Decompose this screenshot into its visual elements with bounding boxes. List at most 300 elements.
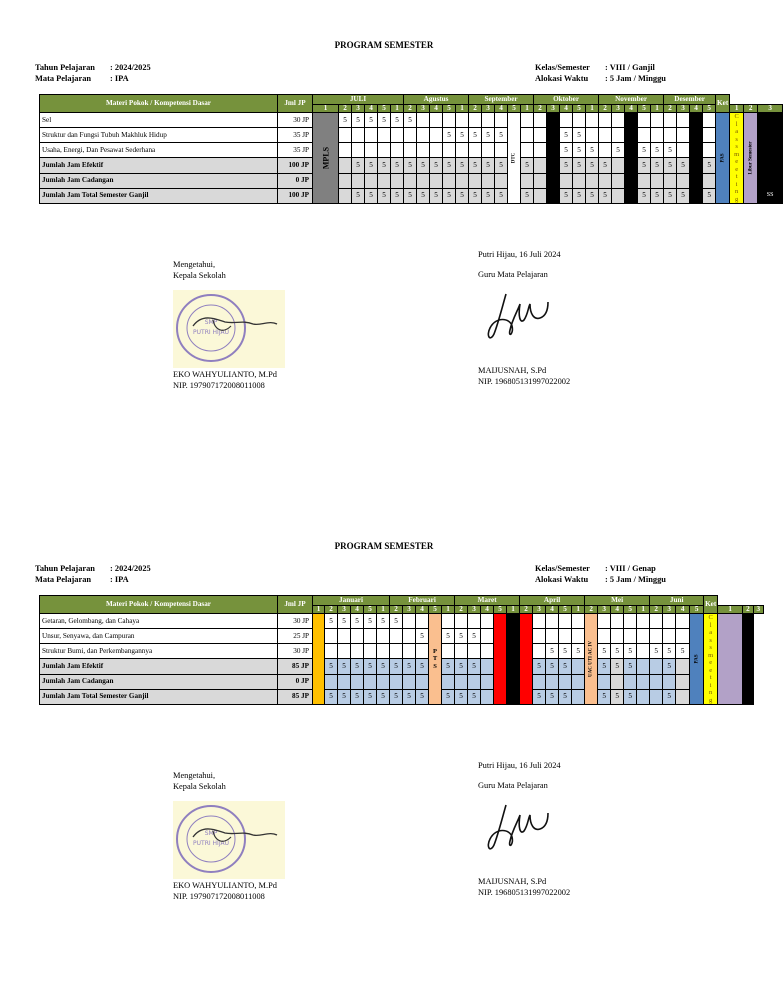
week-cell xyxy=(758,173,783,188)
place-date: Putri Hijau, 16 Juli 2024 xyxy=(478,250,561,259)
week-cell: 5 xyxy=(365,113,378,128)
week-cell: 5 xyxy=(521,158,534,173)
week-cell xyxy=(637,689,650,704)
week-cell xyxy=(325,629,338,644)
week-cell xyxy=(521,173,534,188)
week-cell xyxy=(664,113,677,128)
week-cell xyxy=(758,158,783,173)
month-header: Desember xyxy=(664,95,716,105)
week-cell: 5 xyxy=(663,659,676,674)
kepsek-name: EKO WAHYULIANTO, M.Pd xyxy=(173,370,277,379)
week-cell xyxy=(703,173,716,188)
week-cell: 5 xyxy=(416,659,429,674)
week-cell xyxy=(377,674,390,689)
week-cell: 5 xyxy=(377,614,390,629)
week-cell: 5 xyxy=(391,188,404,203)
place-date: Putri Hijau, 16 Juli 2024 xyxy=(478,761,561,770)
week-cell: 5 xyxy=(677,188,690,203)
week-cell: 5 xyxy=(416,629,429,644)
kepsek-label: Mengetahui, xyxy=(173,771,216,780)
week-cell xyxy=(743,689,753,704)
week-cell xyxy=(339,158,352,173)
week-cell xyxy=(560,173,573,188)
week-cell xyxy=(572,659,585,674)
week-cell xyxy=(638,113,651,128)
week-cell xyxy=(663,614,676,629)
week-cell xyxy=(339,188,352,203)
month-header: September xyxy=(469,95,534,105)
week-cell: 5 xyxy=(599,188,612,203)
week-cell xyxy=(351,644,364,659)
week-cell: 5 xyxy=(676,644,690,659)
week-cell: 5 xyxy=(703,158,716,173)
week-cell: 5 xyxy=(456,188,469,203)
week-cell xyxy=(507,674,520,689)
week-cell xyxy=(390,644,403,659)
table-row xyxy=(40,614,764,629)
week-cell: 5 xyxy=(611,644,624,659)
week-cell xyxy=(352,173,365,188)
week-cell xyxy=(743,674,753,689)
pts-label: P T S xyxy=(432,647,438,670)
week-cell xyxy=(352,128,365,143)
week-cell: 5 xyxy=(521,188,534,203)
month-header: November xyxy=(599,95,664,105)
table-row xyxy=(40,644,764,659)
week-cell: 5 xyxy=(586,158,599,173)
week-cell: 5 xyxy=(664,143,677,158)
table-row xyxy=(40,659,764,674)
row-label: Sel xyxy=(40,113,278,128)
week-cell xyxy=(455,644,468,659)
info-value: : VIII / Genap xyxy=(605,564,656,573)
month-header: Juni xyxy=(650,596,704,606)
week-cell xyxy=(637,659,650,674)
week-cell xyxy=(442,674,455,689)
week-cell: 5 xyxy=(638,158,651,173)
week-cell xyxy=(338,644,351,659)
semester-ganjil-section xyxy=(0,40,774,470)
week-cell xyxy=(743,644,753,659)
month-header: Februari xyxy=(390,596,455,606)
week-cell xyxy=(469,113,482,128)
week-cell xyxy=(758,113,783,128)
week-cell xyxy=(403,629,416,644)
week-cell xyxy=(677,113,690,128)
dtc-label: DTC xyxy=(511,152,517,164)
week-cell: 5 xyxy=(546,644,559,659)
week-cell: 5 xyxy=(456,158,469,173)
week-cell xyxy=(364,629,377,644)
week-cell: 5 xyxy=(664,188,677,203)
week-cell xyxy=(521,113,534,128)
svg-text:PUTRI HIJAU: PUTRI HIJAU xyxy=(193,840,229,847)
info-label: Tahun Pelajaran xyxy=(35,63,95,72)
week-cell: 5 xyxy=(455,629,468,644)
week-cell xyxy=(533,644,546,659)
week-cell xyxy=(743,629,753,644)
guru-name: MAIJUSNAH, S.Pd xyxy=(478,877,547,886)
week-cell xyxy=(443,143,456,158)
week-cell xyxy=(612,188,625,203)
week-cell xyxy=(650,674,663,689)
week-cell xyxy=(430,113,443,128)
info-label: Mata Pelajaran xyxy=(35,575,92,584)
kepsek-role: Kepala Sekolah xyxy=(173,271,226,280)
week-cell xyxy=(625,113,638,204)
week-cell: 5 xyxy=(559,689,572,704)
week-cell: 5 xyxy=(663,644,676,659)
month-header: Agustus xyxy=(404,95,469,105)
info-label: Kelas/Semester xyxy=(535,564,590,573)
week-cell: 5 xyxy=(390,659,403,674)
week-cell xyxy=(676,674,690,689)
week-cell xyxy=(572,614,585,629)
week-cell xyxy=(364,644,377,659)
week-cell: 5 xyxy=(351,689,364,704)
week-cell: 5 xyxy=(611,689,624,704)
week-cell: 5 xyxy=(352,113,365,128)
week-cell xyxy=(599,113,612,128)
week-cell: 5 xyxy=(351,659,364,674)
guru-name: MAIJUSNAH, S.Pd xyxy=(478,366,547,375)
week-cell: 5 xyxy=(598,659,611,674)
week-cell: 5 xyxy=(572,644,585,659)
week-cell: 5 xyxy=(404,158,417,173)
week-cell xyxy=(325,644,338,659)
week-cell: 5 xyxy=(443,158,456,173)
week-cell: 5 xyxy=(651,158,664,173)
table-row xyxy=(40,158,783,173)
kepsek-role: Kepala Sekolah xyxy=(173,782,226,791)
week-cell: 5 xyxy=(442,659,455,674)
week-cell xyxy=(417,113,430,128)
week-cell xyxy=(507,614,520,629)
week-cell xyxy=(637,674,650,689)
week-cell xyxy=(534,173,547,188)
week-cell: 5 xyxy=(612,143,625,158)
week-cell xyxy=(364,674,377,689)
left-info xyxy=(35,563,151,585)
week-cell xyxy=(651,113,664,128)
week-cell: 5 xyxy=(495,128,508,143)
week-cell xyxy=(417,173,430,188)
week-cell xyxy=(624,614,637,629)
week-cell xyxy=(612,173,625,188)
week-cell xyxy=(378,143,391,158)
week-cell xyxy=(572,674,585,689)
week-cell: 5 xyxy=(482,128,495,143)
info-value: : 5 Jam / Minggu xyxy=(605,575,666,584)
week-cell xyxy=(507,629,520,644)
week-cell xyxy=(743,614,753,629)
info-label: Tahun Pelajaran xyxy=(35,564,95,573)
week-cell: 5 xyxy=(430,188,443,203)
week-cell: 5 xyxy=(378,158,391,173)
week-cell xyxy=(611,614,624,629)
week-cell: 5 xyxy=(611,659,624,674)
mpls-label: MPLS xyxy=(321,146,330,170)
week-cell xyxy=(586,173,599,188)
holiday-cell xyxy=(313,614,325,705)
row-label: Jumlah Jam Total Semester Ganjil xyxy=(40,188,278,203)
week-cell xyxy=(638,128,651,143)
week-cell: 5 xyxy=(482,188,495,203)
week-cell xyxy=(612,128,625,143)
week-cell: 5 xyxy=(443,128,456,143)
week-cell xyxy=(377,629,390,644)
week-cell: 5 xyxy=(325,659,338,674)
week-cell: 5 xyxy=(546,689,559,704)
week-cell: 5 xyxy=(430,158,443,173)
week-cell xyxy=(703,113,716,128)
week-cell: 5 xyxy=(416,689,429,704)
week-cell xyxy=(338,674,351,689)
svg-text:SMP: SMP xyxy=(204,830,218,837)
month-header: Oktober xyxy=(534,95,599,105)
row-jp: 35 JP xyxy=(278,143,313,158)
school-stamp xyxy=(173,290,285,368)
week-cell xyxy=(637,644,650,659)
week-cell xyxy=(456,173,469,188)
week-cell: 5 xyxy=(573,143,586,158)
classmeeting-label: C l a s s m e e t i n g xyxy=(708,614,714,704)
row-label: Usaha, Energi, Dan Pesawat Sederhana xyxy=(40,143,278,158)
week-cell: 5 xyxy=(546,659,559,674)
week-cell xyxy=(468,674,481,689)
week-cell xyxy=(481,614,494,629)
row-label: Jumlah Jam Efektif xyxy=(40,158,278,173)
week-cell xyxy=(390,629,403,644)
week-cell xyxy=(676,659,690,674)
week-cell: 5 xyxy=(391,158,404,173)
week-cell: 5 xyxy=(469,188,482,203)
week-cell xyxy=(507,689,520,704)
kepsek-label: Mengetahui, xyxy=(173,260,216,269)
week-cell: 5 xyxy=(664,158,677,173)
week-cell: 5 xyxy=(378,188,391,203)
week-cell: 5 xyxy=(390,614,403,629)
guru-role: Guru Mata Pelajaran xyxy=(478,781,548,790)
week-cell xyxy=(534,128,547,143)
week-cell xyxy=(704,614,718,705)
week-cell xyxy=(443,113,456,128)
week-cell xyxy=(417,143,430,158)
week-cell xyxy=(637,614,650,629)
week-cell xyxy=(352,143,365,158)
week-cell xyxy=(560,113,573,128)
week-cell: 5 xyxy=(417,188,430,203)
week-cell xyxy=(520,614,533,705)
week-cell: 5 xyxy=(403,689,416,704)
week-cell: 5 xyxy=(533,689,546,704)
week-cell xyxy=(676,614,690,629)
week-cell xyxy=(442,644,455,659)
week-cell xyxy=(624,674,637,689)
week-cell xyxy=(690,614,704,705)
week-cell xyxy=(559,674,572,689)
week-cell: 5 xyxy=(560,128,573,143)
week-cell: 5 xyxy=(443,188,456,203)
week-cell xyxy=(547,113,560,204)
row-jp: 0 JP xyxy=(278,674,313,689)
week-cell xyxy=(351,629,364,644)
week-cell xyxy=(677,128,690,143)
month-header: Mei xyxy=(585,596,650,606)
week-cell xyxy=(598,629,611,644)
page-title: PROGRAM SEMESTER xyxy=(334,541,434,551)
week-cell xyxy=(572,689,585,704)
info-value: : VIII / Ganjil xyxy=(605,63,655,72)
row-label: Jumlah Jam Efektif xyxy=(40,659,278,674)
week-cell: 5 xyxy=(442,689,455,704)
week-cell: 5 xyxy=(338,689,351,704)
week-cell xyxy=(730,113,744,204)
week-cell: 5 xyxy=(638,188,651,203)
svg-text:PUTRI HIJAU: PUTRI HIJAU xyxy=(193,329,229,336)
week-cell xyxy=(599,173,612,188)
week-cell xyxy=(456,113,469,128)
week-cell xyxy=(664,173,677,188)
week-cell: 5 xyxy=(377,659,390,674)
page-title: PROGRAM SEMESTER xyxy=(334,40,434,50)
week-cell: SS xyxy=(758,188,783,203)
week-cell xyxy=(378,173,391,188)
info-label: Alokasi Waktu xyxy=(535,74,589,83)
week-cell: 5 xyxy=(364,614,377,629)
info-value: : 2024/2025 xyxy=(110,564,151,573)
week-cell: 5 xyxy=(624,659,637,674)
week-cell xyxy=(650,659,663,674)
uac-label: UAC UTI AC IV xyxy=(588,641,594,677)
guru-role: Guru Mata Pelajaran xyxy=(478,270,548,279)
week-cell: 5 xyxy=(651,143,664,158)
row-jp: 85 JP xyxy=(278,659,313,674)
week-cell xyxy=(650,614,663,629)
week-cell xyxy=(743,659,753,674)
week-cell xyxy=(495,113,508,128)
week-cell xyxy=(404,143,417,158)
week-cell xyxy=(534,188,547,203)
row-label: Unsur, Senyawa, dan Campuran xyxy=(40,629,278,644)
week-cell xyxy=(377,644,390,659)
week-cell: 5 xyxy=(403,659,416,674)
header-jml: Jml JP xyxy=(278,596,313,614)
week-cell: 5 xyxy=(456,128,469,143)
week-cell: 5 xyxy=(338,659,351,674)
month-header: Januari xyxy=(313,596,390,606)
week-cell xyxy=(403,644,416,659)
info-value: : IPA xyxy=(110,575,129,584)
week-cell xyxy=(521,128,534,143)
week-cell xyxy=(481,689,494,704)
week-cell: 5 xyxy=(559,644,572,659)
week-cell xyxy=(533,674,546,689)
week-cell: 5 xyxy=(455,689,468,704)
week-cell: 5 xyxy=(573,188,586,203)
row-label: Struktur Bumi, dan Perkembangannya xyxy=(40,644,278,659)
row-label: Jumlah Jam Cadangan xyxy=(40,173,278,188)
row-label: Jumlah Jam Cadangan xyxy=(40,674,278,689)
week-cell xyxy=(442,614,455,629)
week-cell xyxy=(404,128,417,143)
week-cell xyxy=(339,173,352,188)
week-cell xyxy=(718,614,743,705)
week-cell xyxy=(663,674,676,689)
header-ket: Ket xyxy=(716,95,730,113)
week-cell xyxy=(403,674,416,689)
table-row xyxy=(40,188,783,203)
month-header: April xyxy=(520,596,585,606)
week-cell xyxy=(598,614,611,629)
kepsek-nip: NIP. 197907172008011008 xyxy=(173,381,265,390)
week-cell xyxy=(703,128,716,143)
week-cell xyxy=(663,629,676,644)
week-cell: 5 xyxy=(468,629,481,644)
week-cell: 5 xyxy=(651,188,664,203)
week-cell: 5 xyxy=(586,143,599,158)
teacher-signature xyxy=(484,801,554,856)
week-cell xyxy=(559,629,572,644)
week-cell: 5 xyxy=(351,614,364,629)
week-cell xyxy=(390,674,403,689)
week-cell xyxy=(378,128,391,143)
week-cell: 5 xyxy=(378,113,391,128)
week-cell xyxy=(546,614,559,629)
table-row xyxy=(40,113,783,128)
week-cell xyxy=(521,143,534,158)
week-cell xyxy=(676,629,690,644)
week-cell xyxy=(559,614,572,629)
week-cell xyxy=(586,128,599,143)
week-cell: 5 xyxy=(624,644,637,659)
week-cell xyxy=(430,143,443,158)
week-cell xyxy=(716,113,730,204)
week-cell xyxy=(482,113,495,128)
table-row xyxy=(40,674,764,689)
kepsek-name: EKO WAHYULIANTO, M.Pd xyxy=(173,881,277,890)
week-cell xyxy=(650,629,663,644)
week-cell: 5 xyxy=(559,659,572,674)
week-cell xyxy=(469,143,482,158)
week-cell: 5 xyxy=(624,689,637,704)
row-jp: 25 JP xyxy=(278,629,313,644)
kepsek-nip: NIP. 197907172008011008 xyxy=(173,892,265,901)
week-cell xyxy=(429,614,442,705)
header-materi: Materi Pokok / Kompetensi Dasar xyxy=(40,95,278,113)
week-cell xyxy=(677,173,690,188)
week-cell xyxy=(495,143,508,158)
week-cell: 5 xyxy=(364,689,377,704)
guru-nip: NIP. 196805131997022002 xyxy=(478,377,571,386)
week-cell: 5 xyxy=(469,128,482,143)
week-cell xyxy=(391,173,404,188)
week-cell xyxy=(534,113,547,128)
week-cell: 5 xyxy=(404,188,417,203)
week-cell: 5 xyxy=(390,689,403,704)
month-header: Maret xyxy=(455,596,520,606)
week-cell xyxy=(391,128,404,143)
week-cell xyxy=(416,674,429,689)
week-cell xyxy=(416,614,429,629)
week-cell: 5 xyxy=(325,689,338,704)
right-info xyxy=(535,563,666,585)
week-cell xyxy=(572,629,585,644)
week-cell xyxy=(758,143,783,158)
info-value: : 2024/2025 xyxy=(110,63,151,72)
guru-nip: NIP. 196805131997022002 xyxy=(478,888,571,897)
info-label: Kelas/Semester xyxy=(535,63,590,72)
